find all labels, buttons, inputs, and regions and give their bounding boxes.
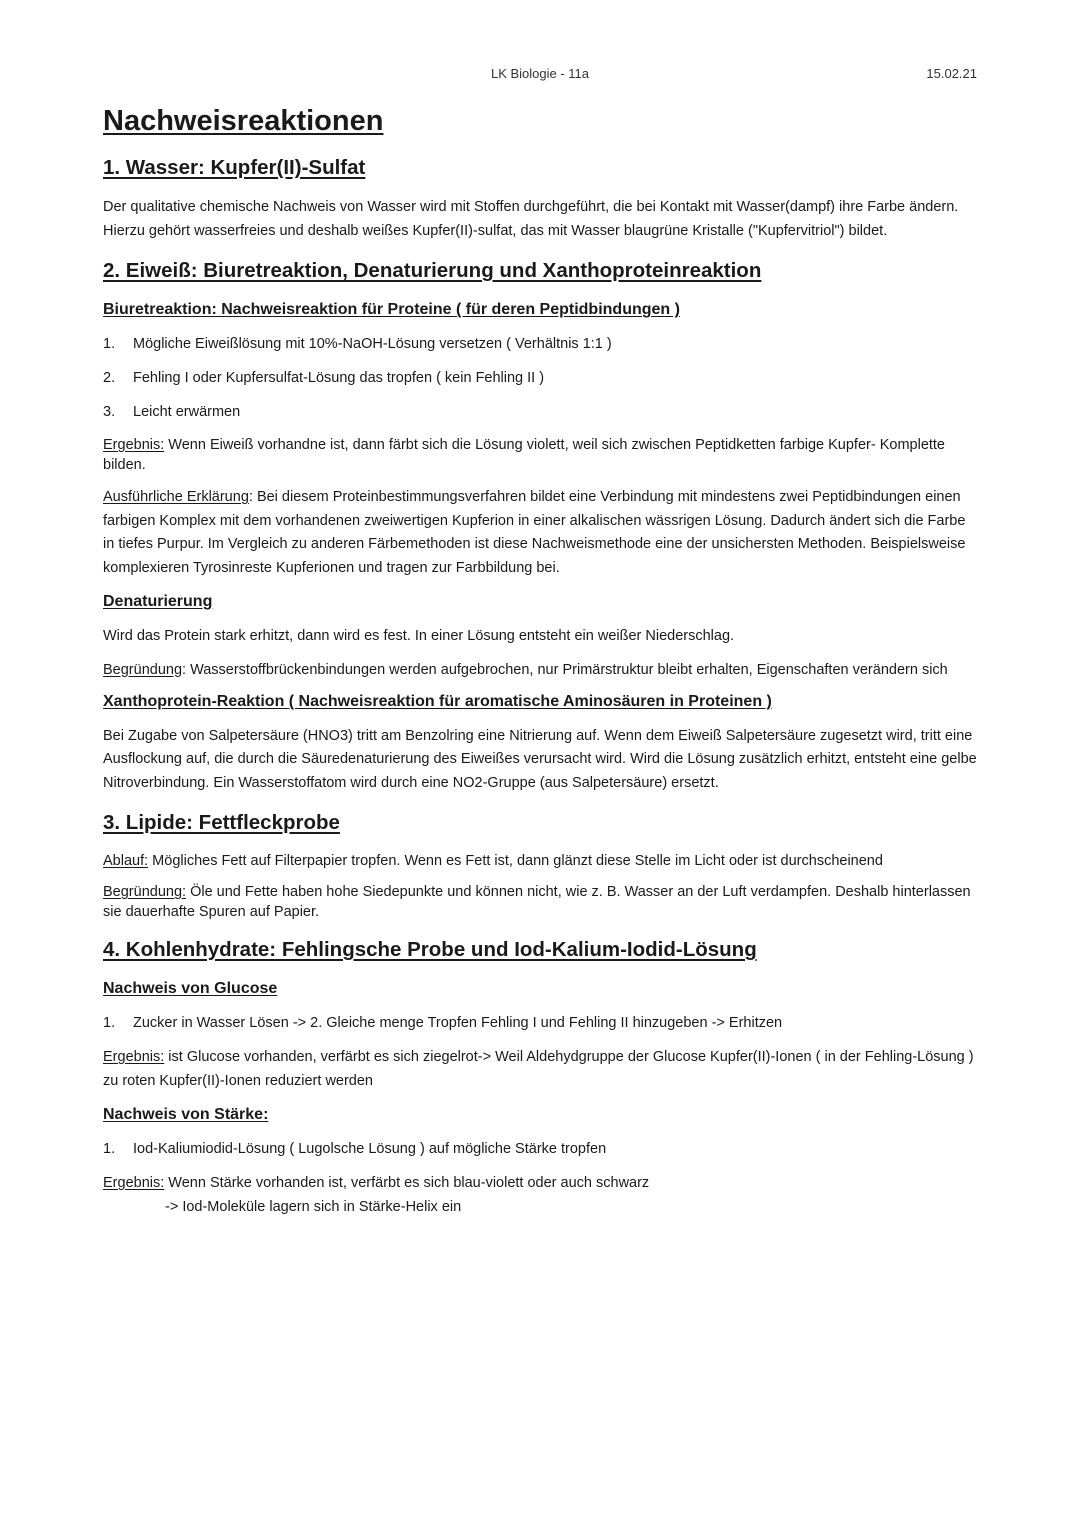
list-item <box>103 1012 977 1035</box>
list-text: Fehling I oder Kupfersulfat-Lösung das tropfen ( kein Fehling II ) <box>133 370 545 386</box>
section-heading-eiweiss: 2. Eiweiß: Biuretreaktion, Denaturierung und Xanthoproteinreaktion <box>103 259 762 282</box>
paragraph-lipide-begruendung <box>103 882 977 922</box>
list-item <box>103 1138 977 1161</box>
paragraph-lipide-ablauf <box>103 851 977 871</box>
paragraph-glucose-ergebnis <box>103 1046 977 1093</box>
list-number: 3. <box>103 404 116 420</box>
subheading-denaturierung: Denaturierung <box>103 593 213 610</box>
list-text: Iod-Kaliumiodid-Lösung ( Lugolsche Lösung ) auf mögliche Stärke tropfen <box>133 1141 607 1157</box>
text-ergebnis: Wenn Stärke vorhanden ist, verfärbt es sich blau-violett oder auch schwarz <box>164 1175 650 1191</box>
page-header <box>103 66 977 86</box>
section-heading-kohlenhydrate: 4. Kohlenhydrate: Fehlingsche Probe und Iod-Kalium-Iodid-Lösung <box>103 938 757 961</box>
label-begruendung: Begründung <box>103 661 183 678</box>
subheading-biuret: Biuretreaktion: Nachweisreaktion für Proteine ( für deren Peptidbindungen ) <box>103 301 680 318</box>
text-begruendung: : Wasserstoffbrückenbindungen werden aufgebrochen, nur Primärstruktur bleibt erhalten, Eigenschaften verändern sich <box>182 661 948 678</box>
list-number: 1. <box>103 1141 116 1157</box>
label-ergebnis: Ergebnis: <box>103 1175 165 1191</box>
list-text: Mögliche Eiweißlösung mit 10%-NaOH-Lösung versetzen ( Verhältnis 1:1 ) <box>133 336 612 352</box>
biuret-steps <box>103 333 977 424</box>
list-number: 2. <box>103 370 116 386</box>
date-label: 15.02.21 <box>926 66 977 81</box>
list-number: 1. <box>103 336 116 352</box>
course-label: LK Biologie - 11a <box>490 66 590 81</box>
paragraph-xanthoprotein: Bei Zugabe von Salpetersäure (HNO3) tritt am Benzolring eine Nitrierung auf. Wenn dem Eiweiß Salpetersäure zugesetzt wird, tritt eine Ausflockung auf, die durch die Säuredenaturierung des Eiweißes verursacht wird. Wird die Lösung zusätzlich erhitzt, entsteht eine gelbe Nitroverbindung. Ein Wasserstoffatom wird durch eine NO2-Gruppe (aus Salpetersäure) ersetzt. <box>103 727 977 791</box>
label-begruendung: Begründung: <box>103 884 187 900</box>
section-heading-lipide: 3. Lipide: Fettfleckprobe <box>103 811 340 834</box>
subheading-glucose: Nachweis von Glucose <box>103 980 278 997</box>
text-ergebnis: Wenn Eiweiß vorhandne ist, dann färbt sich die Lösung violett, weil sich zwischen Peptidketten farbige Kupfer- Komplette bilden. <box>103 437 945 473</box>
page-title: Nachweisreaktionen <box>103 105 384 137</box>
text-erklaerung: : Bei diesem Proteinbestimmungsverfahren bildet eine Verbindung mit mindestens zwei Peptidbindungen einen farbigen Komplex mit dem vorhandenen zweiwertigen Kupferion in einer alkalischen wässrigen Lösung. Dadurch ändert sich die Farbe in tiefes Purpur. Im Vergleich zu anderen Färbemethoden ist diese Nachweismethode eine der unsichersten Methoden. Beispielsweise komplexieren Tyrosinreste Kupferionen und tragen zur Farbbildung bei. <box>103 489 966 576</box>
text-ergebnis: ist Glucose vorhanden, verfärbt es sich ziegelrot-> Weil Aldehydgruppe der Glucose Kupfer(II)-Ionen ( in der Fehling-Lösung ) zu roten Kupfer(II)-Ionen reduziert werden <box>103 1049 974 1089</box>
list-item <box>103 333 977 356</box>
paragraph-denaturierung: Wird das Protein stark erhitzt, dann wird es fest. In einer Lösung entsteht ein weißer Niederschlag. <box>103 628 735 644</box>
text-begruendung: Öle und Fette haben hohe Siedepunkte und können nicht, wie z. B. Wasser an der Luft verdampfen. Deshalb hinterlassen sie dauerhafte Spuren auf Papier. <box>103 884 971 920</box>
paragraph-biuret-ergebnis <box>103 435 977 475</box>
section-heading-wasser: 1. Wasser: Kupfer(II)-Sulfat <box>103 156 366 179</box>
paragraph-staerke-ergebnis-line2: -> Iod-Moleküle lagern sich in Stärke-Helix ein <box>165 1198 462 1215</box>
subheading-staerke: Nachweis von Stärke: <box>103 1106 269 1123</box>
label-ergebnis: Ergebnis: <box>103 1049 165 1065</box>
paragraph-denat-begruendung <box>103 660 977 680</box>
text-ablauf: Mögliches Fett auf Filterpapier tropfen. Wenn es Fett ist, dann glänzt diese Stelle im Licht oder ist durchscheinend <box>148 853 883 869</box>
label-ablauf: Ablauf: <box>103 853 149 869</box>
glucose-steps <box>103 1012 977 1035</box>
list-number: 1. <box>103 1015 116 1031</box>
subheading-xanthoprotein: Xanthoprotein-Reaktion ( Nachweisreaktion für aromatische Aminosäuren in Proteinen ) <box>103 692 772 710</box>
label-erklaerung: Ausführliche Erklärung <box>103 489 249 505</box>
list-text: Zucker in Wasser Lösen -> 2. Gleiche menge Tropfen Fehling I und Fehling II hinzugeben -> Erhitzen <box>133 1015 783 1031</box>
list-text: Leicht erwärmen <box>133 404 241 420</box>
label-ergebnis: Ergebnis: <box>103 437 165 453</box>
document-content <box>103 102 977 1230</box>
staerke-steps <box>103 1138 977 1161</box>
list-item <box>103 367 977 390</box>
paragraph-wasser: Der qualitative chemische Nachweis von Wasser wird mit Stoffen durchgeführt, die bei Kontakt mit Wasser(dampf) ihre Farbe ändern. Hierzu gehört wasserfreies und deshalb weißes Kupfer(II)-sulfat, das mit Wasser blaugrüne Kristalle ("Kupfervitriol") bildet. <box>103 199 959 239</box>
list-item <box>103 401 977 424</box>
paragraph-biuret-erklaerung <box>103 486 977 580</box>
paragraph-staerke-ergebnis <box>103 1172 977 1196</box>
